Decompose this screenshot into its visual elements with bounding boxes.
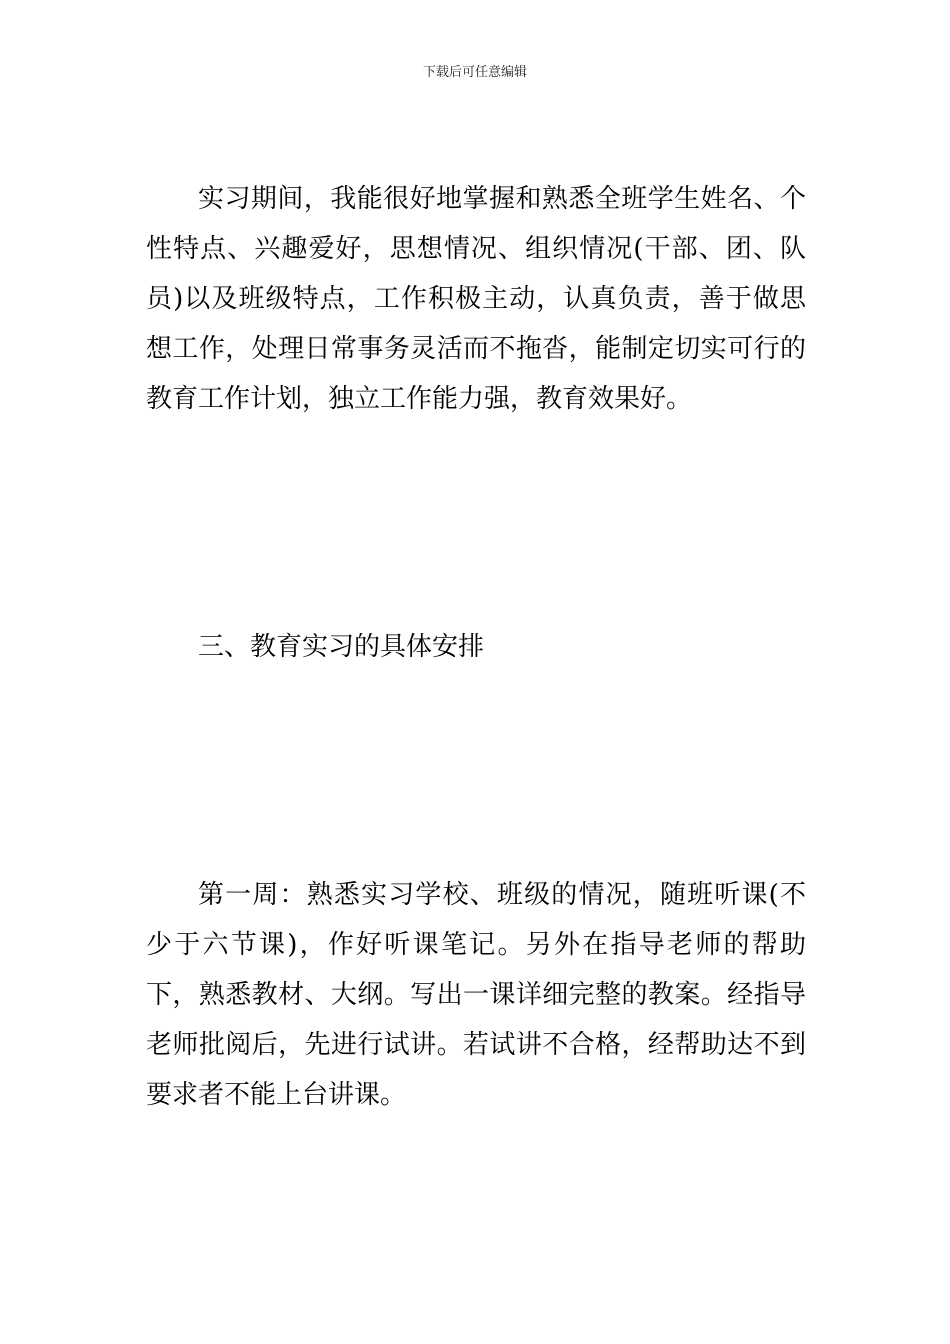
- page-header: 下载后可任意编辑: [422, 65, 527, 80]
- paragraph-week-one: 第一周：熟悉实习学校、班级的情况，随班听课(不少于六节课)，作好听课笔记。另外在指导老师的帮助下，熟悉教材、大纲。写出一课详细完整的教案。经指导老师批阅后，先进行试讲。若试讲不合格，经帮助达不到要求者不能上台讲课。: [146, 880, 806, 1110]
- section-heading-arrangement: 三、教育实习的具体安排: [198, 632, 485, 662]
- paragraph-internship-period: 实习期间，我能很好地掌握和熟悉全班学生姓名、个性特点、兴趣爱好，思想情况、组织情况(干部、团、队员)以及班级特点，工作积极主动，认真负责，善于做思想工作，处理日常事务灵活而不拖沓，能制定切实可行的教育工作计划，独立工作能力强，教育效果好。: [146, 184, 806, 414]
